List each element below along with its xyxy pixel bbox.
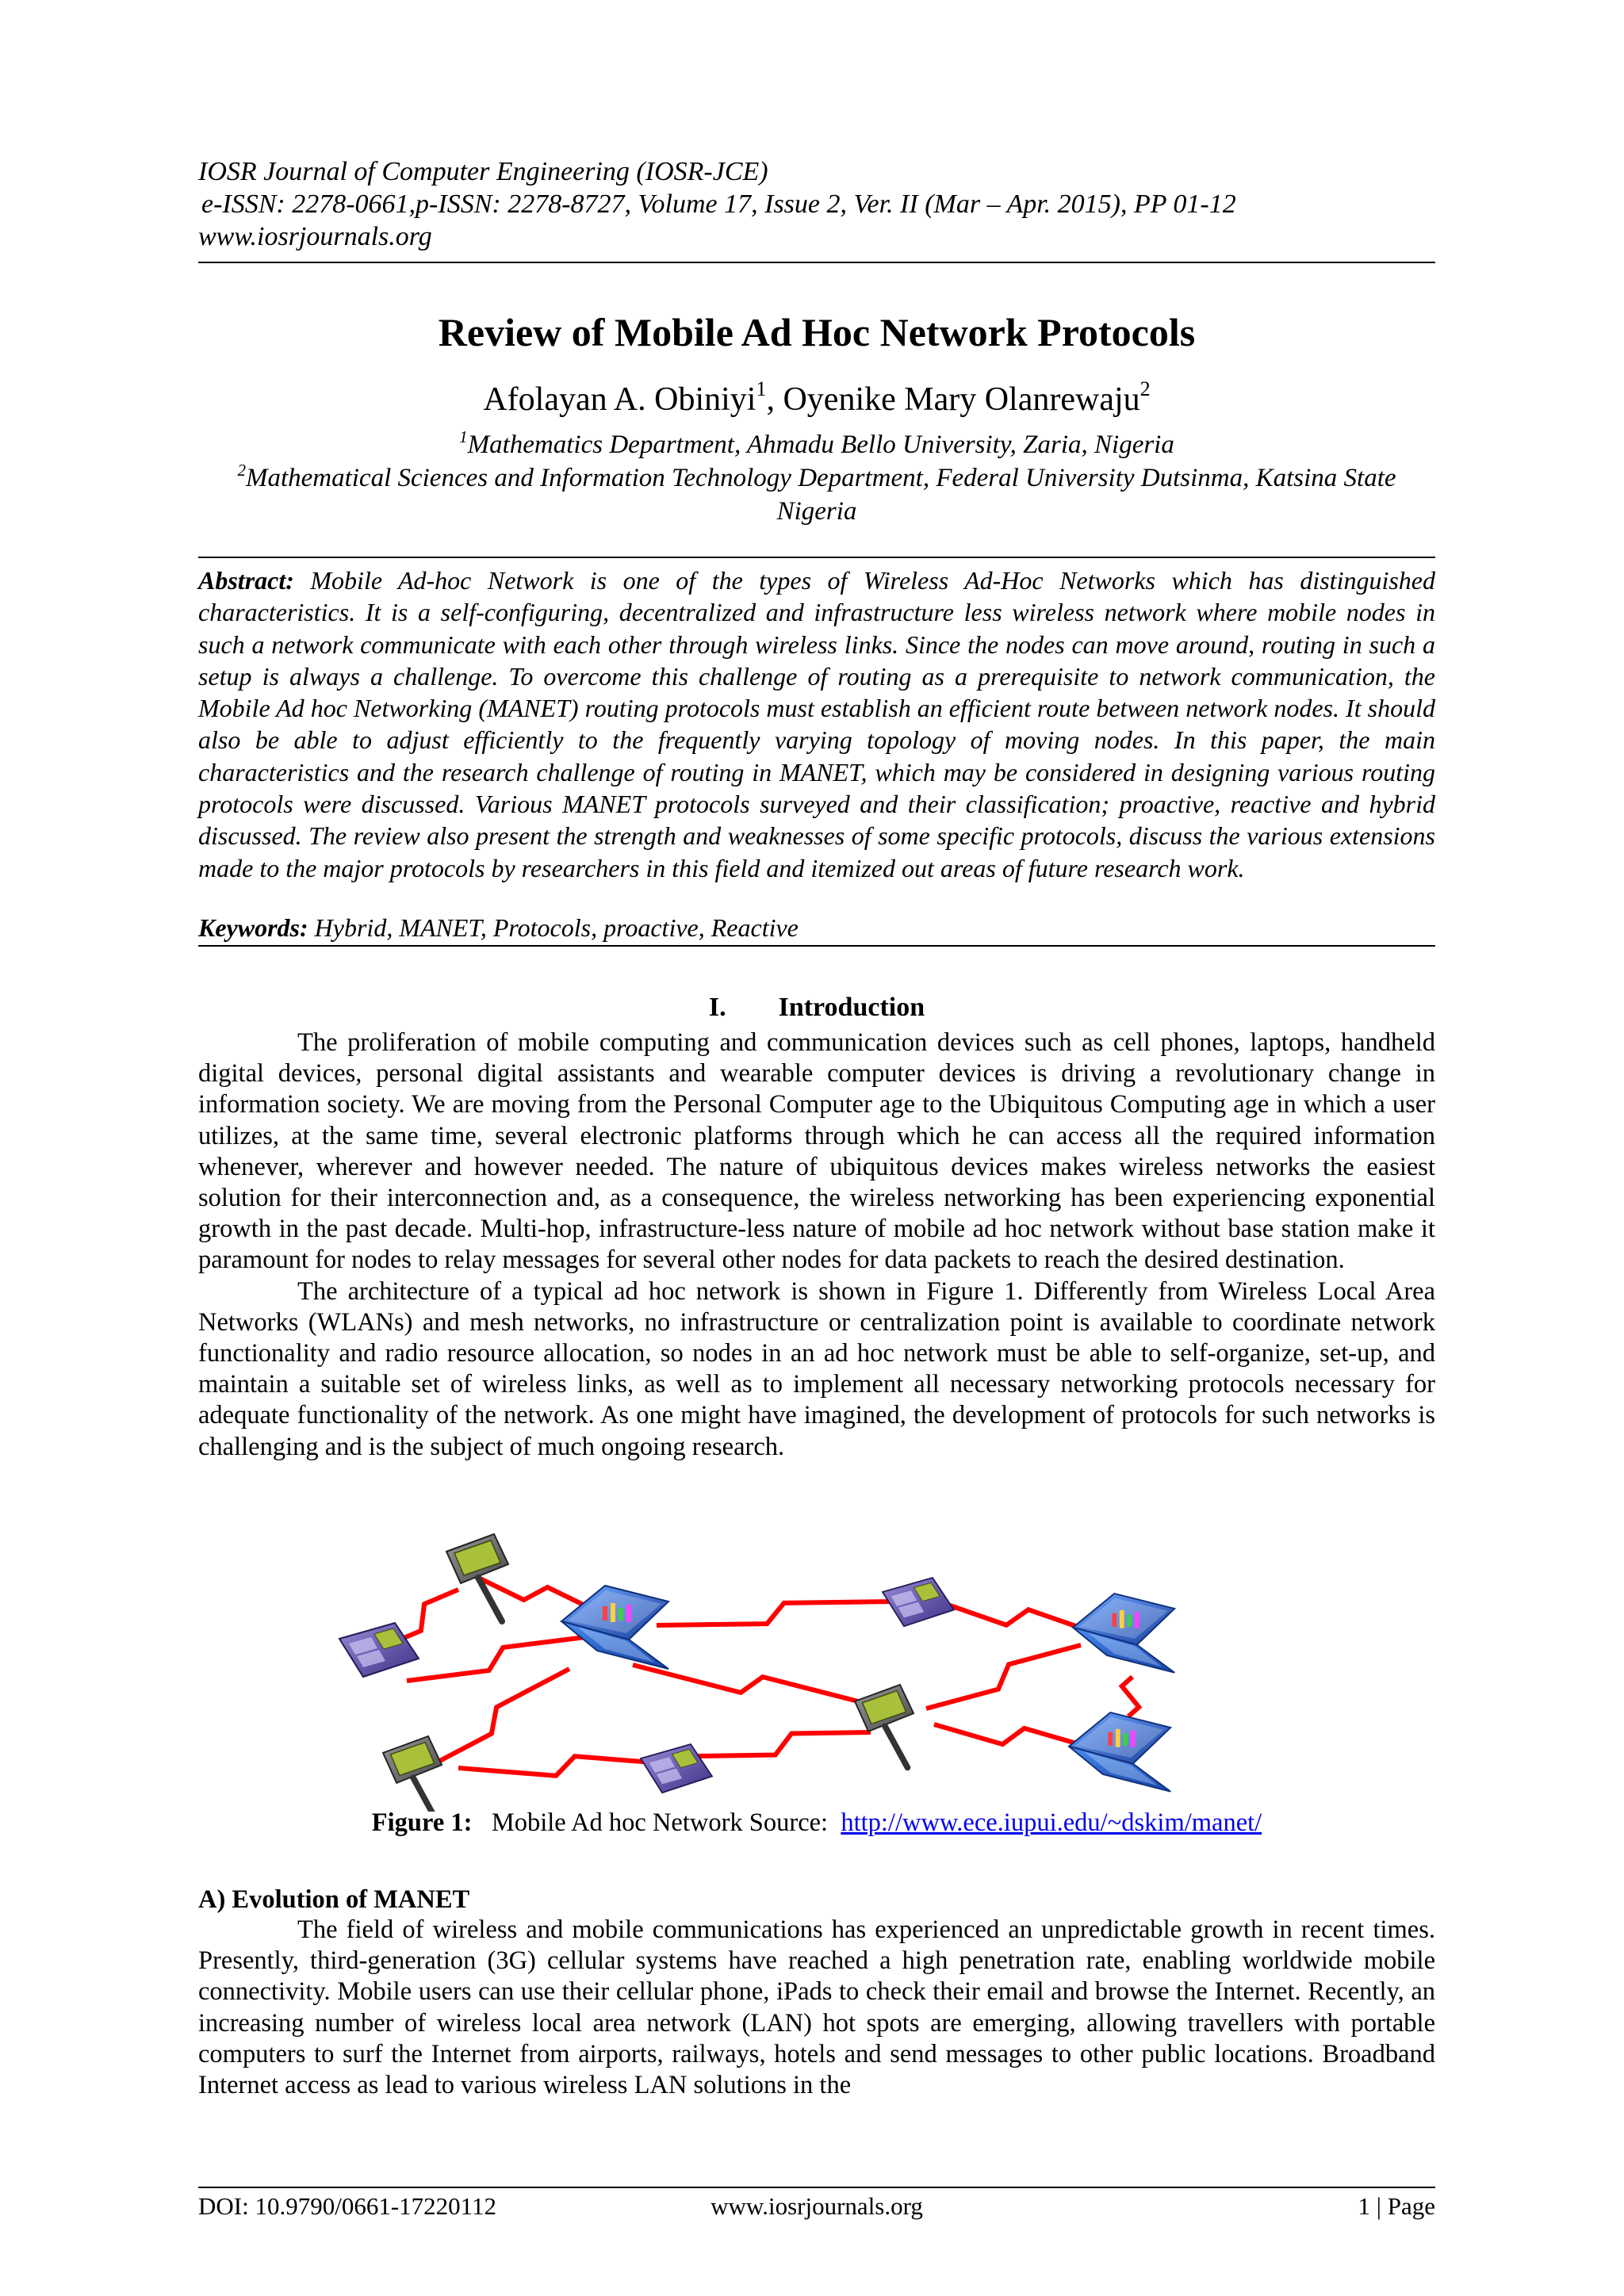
footer-page-number: 1 | Page [1358, 2192, 1435, 2220]
footer-doi: DOI: 10.9790/0661-17220112 [198, 2192, 496, 2220]
section-title: Introduction [778, 993, 925, 1022]
author-name: Oyenike Mary Olanrewaju [783, 381, 1140, 418]
figure-source-link[interactable]: http://www.ece.iupui.edu/~dskim/manet/ [841, 1808, 1262, 1837]
subsection-heading: A) Evolution of MANET [198, 1885, 470, 1914]
affiliation-list [198, 428, 1435, 528]
affiliation-2 [198, 461, 1435, 528]
section-heading [198, 991, 1435, 1024]
evolution-body [198, 1915, 1435, 2101]
figure-caption [198, 1807, 1435, 1839]
keywords [198, 912, 1435, 943]
abstract-text: Mobile Ad-hoc Network is one of the types of Wireless Ad-Hoc Networks which has distinguished characteristics. It is a self-configuring, decentralized and infrastructure less wireless network where mobile nodes in such a network communicate with each other through wireless links. Since the nodes can move around, routing in such a setup is always a challenge. To overcome this challenge of routing as a prerequisite to network communication, the Mobile Ad hoc Networking (MANET) routing protocols must establish an efficient route between network nodes. It should also be able to adjust efficiently to the frequently varying topology of moving nodes. In this paper, the main characteristics and the research challenge of routing in MANET, which may be considered in designing various routing protocols were discussed. Various MANET protocols surveyed and their classification; proactive, reactive and hybrid discussed. The review also present the strength and weaknesses of some specific protocols, discuss the various extensions made to the major protocols by researchers in this field and itemized out areas of future research work. [198, 566, 1436, 882]
journal-issn: e-ISSN: 2278-0661,p-ISSN: 2278-8727, Volume 17, Issue 2, Ver. II (Mar – Apr. 2015), PP 01-12 [201, 189, 1236, 219]
abstract [198, 564, 1435, 884]
author-name: Afolayan A. Obiniyi [483, 381, 756, 418]
abstract-top-rule [198, 557, 1435, 558]
figure-label: Figure 1: [371, 1808, 473, 1837]
affiliation-mark: 2 [237, 461, 246, 480]
keywords-text: Hybrid, MANET, Protocols, proactive, Reactive [314, 913, 799, 942]
header-rule [198, 262, 1435, 263]
introduction-body [198, 1027, 1435, 1463]
affiliation-text: Mathematical Sciences and Information Technology Department, Federal University Dutsinma, Katsina State Nigeria [245, 464, 1396, 526]
author-list [198, 379, 1435, 420]
abstract-label: Abstract: [198, 566, 294, 595]
author-separator: , [766, 381, 783, 418]
figure-caption-text: Mobile Ad hoc Network Source: [491, 1808, 829, 1837]
footer-rule [198, 2187, 1435, 2188]
journal-header [198, 155, 1435, 253]
keywords-label: Keywords: [198, 913, 308, 942]
abstract-bottom-rule [198, 945, 1435, 947]
paragraph: The architecture of a typical ad hoc network is shown in Figure 1. Differently from Wireless Local Area Networks (WLANs) and mesh networks, no infrastructure or centralization point is available to coordinate network functionality and radio resource allocation, so nodes in an ad hoc network must be able to self-organize, set-up, and maintain a suitable set of wireless links, as well as to implement all necessary networking protocols necessary for adequate functionality of the network. As one might have imagined, the development of protocols for such networks is challenging and is the subject of much ongoing research. [198, 1276, 1435, 1461]
affiliation-text: Mathematics Department, Ahmadu Bello University, Zaria, Nigeria [467, 430, 1174, 459]
paragraph: The field of wireless and mobile communications has experienced an unpredictable growth in recent times. Presently, third-generation (3G) cellular systems have reached a high penetration rate, enabling worldwide mobile connectivity. Mobile users can use their cellular phone, iPads to check their email and browse the Internet. Recently, an increasing number of wireless local area network (LAN) hot spots are emerging, allowing travellers with portable computers to surf the Internet from airports, railways, hotels and send messages to other public locations. Broadband Internet access as lead to various wireless LAN solutions in the [198, 1915, 1435, 2100]
journal-website[interactable]: www.iosrjournals.org [198, 222, 432, 251]
affiliation-mark: 1 [459, 427, 468, 446]
author-mark: 2 [1139, 377, 1151, 400]
affiliation-1 [198, 428, 1435, 461]
section-number: I. [708, 993, 726, 1022]
paper-title: Review of Mobile Ad Hoc Network Protocols [438, 310, 1196, 354]
journal-name: IOSR Journal of Computer Engineering (IOSR-JCE) [198, 157, 768, 186]
manet-figure [300, 1526, 1331, 1812]
author-mark: 1 [756, 377, 767, 400]
footer-website[interactable]: www.iosrjournals.org [710, 2192, 923, 2220]
paragraph: The proliferation of mobile computing and communication devices such as cell phones, laptops, handheld digital devices, personal digital assistants and wearable computer devices is driving a revolutionary change in information society. We are moving from the Personal Computer age to the Ubiquitous Computing age in which a user utilizes, at the same time, several electronic platforms through which he can access all the required information whenever, wherever and however needed. The nature of ubiquitous devices makes wireless networks the easiest solution for their interconnection and, as a consequence, the wireless networking has been experiencing exponential growth in the past decade. Multi-hop, infrastructure-less nature of mobile ad hoc network without base station make it paramount for nodes to relay messages for several other nodes for data packets to reach the desired destination. [198, 1028, 1435, 1275]
